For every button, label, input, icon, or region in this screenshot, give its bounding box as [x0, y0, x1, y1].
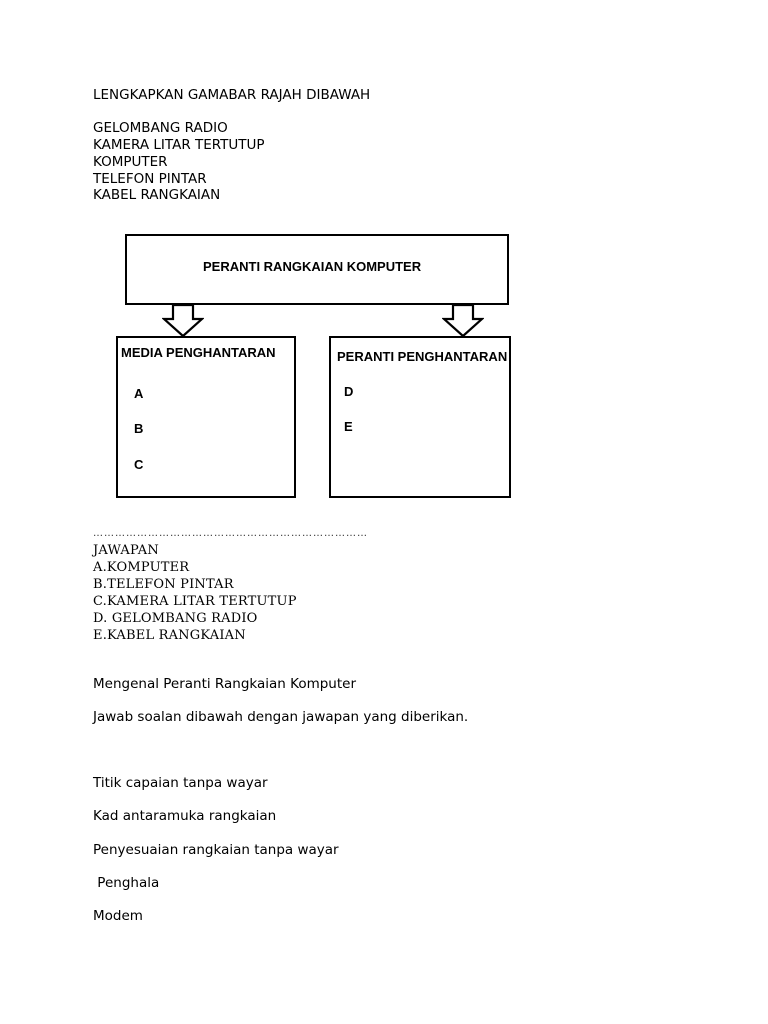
blank-label-e: E — [344, 419, 353, 434]
right-box-title: PERANTI PENGHANTARAN — [337, 349, 508, 364]
option-item: TELEFON PINTAR — [93, 171, 207, 187]
option-item: KOMPUTER — [93, 154, 168, 170]
device-item: Kad antaramuka rangkaian — [93, 808, 277, 824]
device-item: Titik capaian tanpa wayar — [93, 775, 268, 791]
blank-label-b: B — [134, 421, 144, 436]
option-item: KABEL RANGKAIAN — [93, 187, 221, 203]
down-arrow-icon — [442, 304, 484, 338]
blank-label-d: D — [344, 384, 354, 399]
section-instruction: Jawab soalan dibawah dengan jawapan yang diberikan. — [93, 709, 469, 725]
dotted-separator: ………………………………………………………………… — [93, 528, 368, 539]
option-item: KAMERA LITAR TERTUTUP — [93, 137, 265, 153]
device-item: Modem — [93, 908, 143, 924]
right-box — [329, 336, 511, 498]
option-item: GELOMBANG RADIO — [93, 120, 228, 136]
answer-item: A.KOMPUTER — [93, 560, 190, 575]
answer-item: C.KAMERA LITAR TERTUTUP — [93, 594, 297, 609]
down-arrow-icon — [162, 304, 204, 338]
answer-item: B.TELEFON PINTAR — [93, 577, 234, 592]
left-box — [116, 336, 296, 498]
left-box-title: MEDIA PENGHANTARAN — [121, 345, 276, 360]
section-title: Mengenal Peranti Rangkaian Komputer — [93, 676, 357, 692]
answers-heading: JAWAPAN — [93, 543, 159, 558]
instruction-heading: LENGKAPKAN GAMABAR RAJAH DIBAWAH — [93, 87, 371, 103]
answer-item: D. GELOMBANG RADIO — [93, 611, 258, 626]
top-box — [125, 234, 509, 305]
top-box-title: PERANTI RANGKAIAN KOMPUTER — [203, 259, 422, 274]
answer-item: E.KABEL RANGKAIAN — [93, 628, 246, 643]
blank-label-a: A — [134, 386, 144, 401]
device-item: Penghala — [93, 875, 160, 891]
device-item: Penyesuaian rangkaian tanpa wayar — [93, 842, 339, 858]
blank-label-c: C — [134, 457, 144, 472]
